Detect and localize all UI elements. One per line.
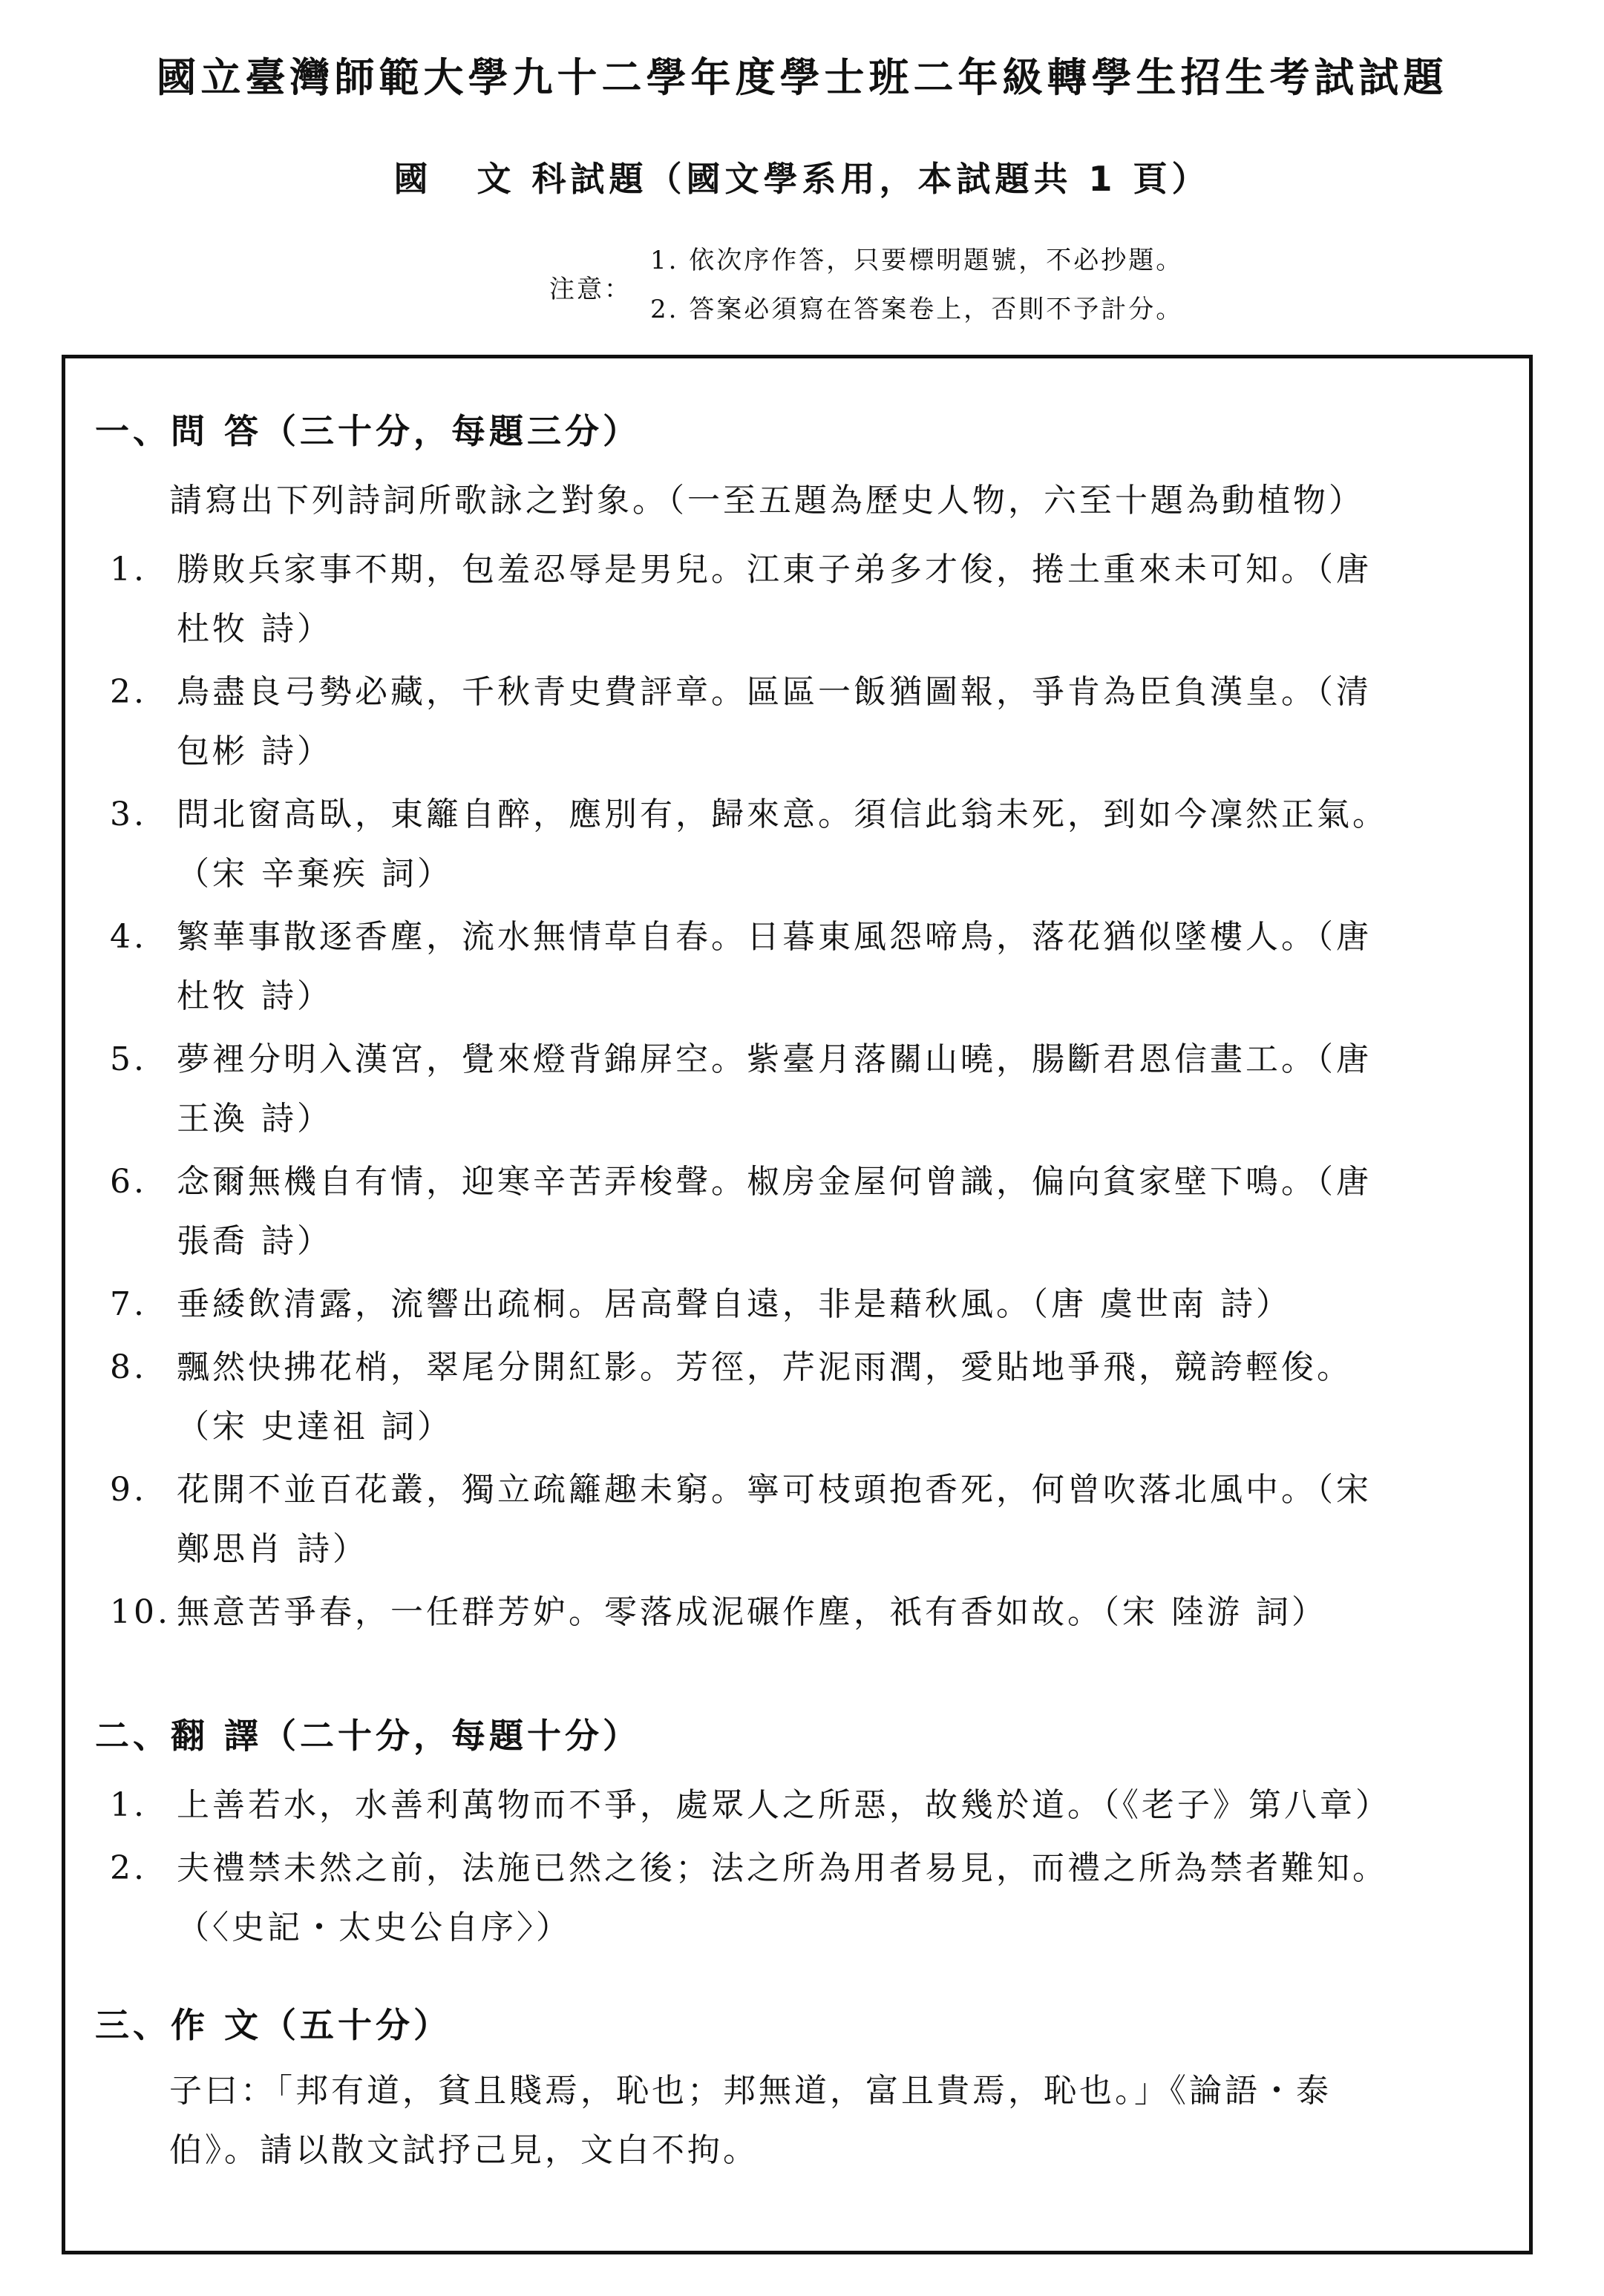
question-number: 10. (110, 1593, 171, 1631)
question-line: 王渙 詩） (177, 1100, 333, 1138)
question-frame (62, 355, 1533, 2254)
question-line: 花開不並百花叢，獨立疏籬趣未窮。寧可枝頭抱香死，何曾吹落北風中。（宋 (177, 1471, 1372, 1509)
question-number: 9. (110, 1471, 147, 1509)
question-line: 上善若水，水善利萬物而不爭，處眾人之所惡，故幾於道。（《老子》第八章） (177, 1786, 1391, 1824)
exam-subtitle (0, 152, 1604, 201)
essay-prompt (169, 2062, 1505, 2180)
section-title-translation: 二、翻 譯（二十分，每題十分） (95, 1716, 641, 1756)
question-number: 1. (110, 1786, 147, 1824)
question-line: （宋 辛棄疾 詞） (177, 855, 453, 893)
question-line: （〈史記・太史公自序〉） (177, 1909, 572, 1946)
question-number: 4. (110, 918, 147, 956)
question-number: 6. (110, 1163, 147, 1201)
question-number: 1. (110, 551, 147, 588)
section-title-essay: 三、作 文（五十分） (95, 2005, 452, 2045)
question-line: 無意苦爭春，一任群芳妒。零落成泥碾作塵，祇有香如故。（宋 陸游 詞） (177, 1593, 1327, 1631)
question-number: 7. (110, 1285, 147, 1323)
question-line: 杜牧 詩） (177, 610, 333, 648)
exam-title: 國立臺灣師範大學九十二學年度學士班二年級轉學生招生考試試題 (156, 54, 1448, 101)
question-line: 鳥盡良弓勢必藏，千秋青史費評章。區區一飯猶圖報，爭肯為臣負漢皇。（清 (177, 673, 1372, 711)
section-title-qa: 一、問 答（三十分，每題三分） (95, 411, 641, 451)
essay-line: 伯》。請以散文試抒己見，文白不拘。 (169, 2131, 759, 2169)
question-line: 垂緌飲清露，流響出疏桐。居高聲自遠，非是藉秋風。（唐 虞世南 詩） (177, 1285, 1292, 1323)
question-number: 8. (110, 1348, 147, 1386)
essay-line: 子曰：「邦有道，貧且賤焉，恥也；邦無道，富且貴焉，恥也。」《論語・泰 (169, 2072, 1332, 2110)
question-line: 飄然快拂花梢，翠尾分開紅影。芳徑，芹泥雨潤，愛貼地爭飛，競誇輕俊。 (177, 1348, 1352, 1386)
question-line: 夫禮禁未然之前，法施已然之後；法之所為用者易見，而禮之所為禁者難知。 (177, 1849, 1388, 1887)
subject-char-1: 國 (393, 159, 433, 199)
question-number: 3. (110, 796, 147, 833)
section-intro: 請寫出下列詩詞所歌詠之對象。（一至五題為歷史人物，六至十題為動植物） (169, 482, 1364, 519)
question-number: 5. (110, 1040, 147, 1078)
question-line: 問北窗高臥，東籬自醉，應別有，歸來意。須信此翁未死，到如今凜然正氣。 (177, 796, 1388, 833)
notice-label: 注意： (549, 275, 632, 304)
question-line: 包彬 詩） (177, 732, 333, 770)
notice-item: 2. 答案必須寫在答案卷上，否則不予計分。 (650, 295, 1184, 324)
subject-detail: 科試題（國文學系用，本試題共 1 頁） (531, 159, 1211, 199)
question-number: 2. (110, 673, 147, 711)
question-line: 念爾無機自有情，迎寒辛苦弄梭聲。椒房金屋何曾識，偏向貧家壁下鳴。（唐 (177, 1163, 1372, 1201)
question-line: （宋 史達祖 詞） (177, 1408, 453, 1446)
question-line: 勝敗兵家事不期，包羞忍辱是男兒。江東子弟多才俊，捲土重來未可知。（唐 (177, 551, 1372, 588)
question-line: 杜牧 詩） (177, 977, 333, 1015)
question-line: 繁華事散逐香塵，流水無情草自春。日暮東風怨啼鳥，落花猶似墜樓人。（唐 (177, 918, 1372, 956)
subject-char-2: 文 (477, 159, 516, 199)
question-line: 鄭思肖 詩） (177, 1530, 368, 1568)
question-line: 張喬 詩） (177, 1222, 333, 1260)
notice-item: 1. 依次序作答，只要標明題號，不必抄題。 (650, 246, 1184, 275)
question-line: 夢裡分明入漢宮，覺來燈背錦屏空。紫臺月落關山曉，腸斷君恩信畫工。（唐 (177, 1040, 1372, 1078)
question-number: 2. (110, 1849, 147, 1887)
